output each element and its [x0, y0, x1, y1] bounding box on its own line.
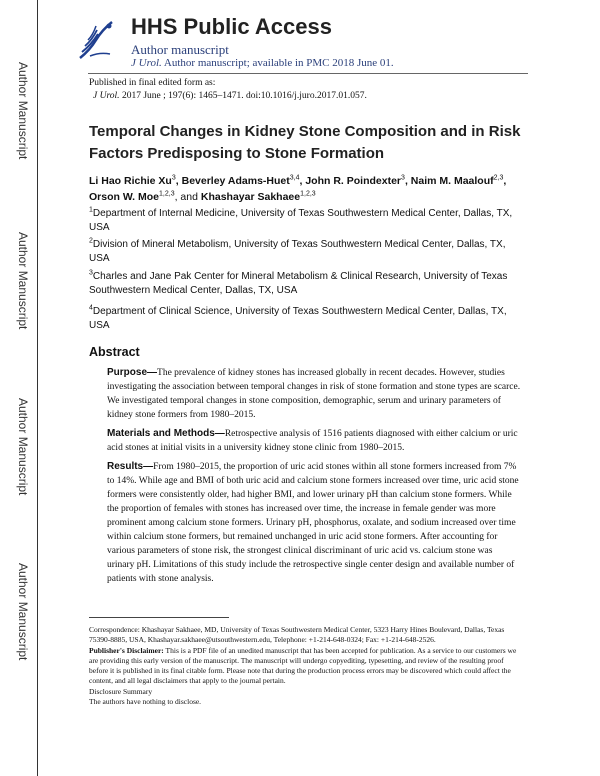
author-affiliation-marker: 3 — [401, 174, 405, 182]
author-affiliation-marker: 2,3 — [493, 174, 504, 182]
abstract-heading: Abstract — [89, 345, 140, 359]
sidebar-label: Author Manuscript — [16, 563, 30, 661]
header-journal: J Urol. — [131, 57, 162, 69]
author-affiliation-marker: 1,2,3 — [300, 190, 316, 198]
sidebar-divider — [37, 0, 38, 776]
author-name: Naim M. Maalouf — [410, 175, 494, 187]
header-availability-text: Author manuscript; available in PMC 2018 June 01. — [163, 57, 394, 69]
author-name: Li Hao Richie Xu — [89, 175, 172, 187]
hhs-eagle-logo-icon — [76, 18, 116, 62]
header-rule — [88, 73, 528, 74]
affiliation-text: Department of Clinical Science, University of Texas Southwestern Medical Center, Dallas, TX, USA — [89, 306, 507, 331]
affiliation — [89, 270, 519, 298]
author-name: John R. Poindexter — [305, 175, 402, 187]
author-affiliation-marker: 3 — [171, 174, 176, 182]
disclaimer-label: Publisher's Disclaimer: — [89, 646, 164, 655]
footnote-rule — [89, 617, 229, 618]
purpose-text: The prevalence of kidney stones has increased globally in recent decades. However, studies investigating the association between temporal changes in risk of stone formation and stone types are scarce. We investigated temporal changes in stone composition, demographic, serum and urinary parameters of kidney stone formers from 1980–2015. — [107, 368, 521, 420]
disclaimer-footnote — [89, 646, 519, 686]
sidebar-label: Author Manuscript — [16, 398, 30, 496]
publication-label: Published in final edited form as: — [89, 78, 216, 88]
author-manuscript-sidebar — [0, 0, 60, 776]
header-title: HHS Public Access — [131, 14, 332, 39]
methods-text: Retrospective analysis of 1516 patients diagnosed with either calcium or uric acid stones at initial visits in a university kidney stone clinic from 1980–2015. — [107, 429, 518, 453]
affiliation-text: Department of Internal Medicine, University of Texas Southwestern Medical Center, Dallas, TX, USA — [89, 208, 513, 233]
publication-journal: J Urol. — [93, 91, 120, 101]
author-name: Khashayar Sakhaee — [200, 191, 301, 203]
author-affiliation-marker: 1,2,3 — [159, 190, 175, 198]
abstract-results — [107, 460, 522, 586]
publication-info — [89, 77, 367, 103]
publication-citation-line — [89, 90, 367, 103]
disclosure-heading: Disclosure Summary — [89, 687, 153, 696]
purpose-label: Purpose— — [107, 367, 158, 378]
header-availability — [131, 57, 394, 69]
sidebar-label: Author Manuscript — [16, 62, 30, 160]
author-name: Orson W. Moe — [89, 191, 160, 203]
affiliation-number: 2 — [89, 237, 93, 245]
methods-label: Materials and Methods— — [107, 428, 225, 439]
affiliation-text: Division of Mineral Metabolism, University of Texas Southwestern Medical Center, Dallas, TX, USA — [89, 239, 506, 264]
affiliation-number: 1 — [89, 206, 93, 214]
affiliation — [89, 305, 519, 333]
affiliation-number: 3 — [89, 269, 93, 277]
header-subtitle: Author manuscript — [131, 42, 229, 57]
disclosure-text: The authors have nothing to disclose. — [89, 697, 202, 706]
author-separator: , and — [174, 191, 201, 203]
abstract-purpose — [107, 366, 522, 422]
author-separator: , — [299, 175, 306, 187]
disclaimer-text: This is a PDF file of an unedited manuscript that has been accepted for publication. As a service to our customers we are providing this early version of the manuscript. The manuscript will undergo copyediting, typesetting, and review of the resulting proof before it is published in its final citable form. Please note that during the production process errors may be discovered which could affect the content, and all legal disclaimers that apply to the journal pertain. — [89, 646, 517, 685]
correspondence-footnote: Correspondence: Khashayar Sakhaee, MD, University of Texas Southwestern Medical Center, 5323 Harry Hines Boulevard, Dallas, Texas 75390-8885, USA, Khashayar.sakhaee@utsouthwestern.edu, Telephone: +1-214-648-0324; Fax: +1-214-648-2526. — [89, 625, 505, 644]
author-separator: , — [503, 175, 507, 187]
sidebar-label: Author Manuscript — [16, 232, 30, 330]
publication-citation: 2017 June ; 197(6): 1465–1471. doi:10.1016/j.juro.2017.01.057. — [121, 91, 367, 101]
author-affiliation-marker: 3,4 — [289, 174, 300, 182]
results-label: Results— — [107, 461, 154, 472]
affiliation-number: 4 — [89, 304, 93, 312]
affiliation-text: Charles and Jane Pak Center for Mineral Metabolism & Clinical Research, University of Texas Southwestern Medical Center, Dallas, TX, USA — [89, 271, 508, 296]
affiliation — [89, 238, 519, 266]
author-name: Beverley Adams-Huet — [181, 175, 290, 187]
author-list — [89, 173, 529, 205]
author-separator: , — [404, 175, 411, 187]
abstract-methods — [107, 427, 522, 455]
affiliation — [89, 207, 519, 235]
results-text: From 1980–2015, the proportion of uric acid stones within all stone formers increased from 7% to 14%. While age and BMI of both uric acid and calcium stone formers increased over time, uric acid stone formers were consistently older, had higher BMI, and lower urinary pH than calcium stone formers. While the proportion of females with stones has increased over time, the increase in female gender was more prominent among calcium stone formers. Urinary pH, phosphorus, oxalate, and sodium increased over time within calcium stone formers, but remained unchanged in uric acid stone formers. After accounting for various parameters of stone risk, the strongest clinical discriminant of uric acid vs. calcium stone was urinary pH. Limitations of this study include the retrospective single center design and available number of patients with stone analysis. — [107, 462, 519, 584]
author-separator: , — [175, 175, 182, 187]
article-title: Temporal Changes in Kidney Stone Composition and in Risk Factors Predisposing to Stone Formation — [89, 123, 521, 162]
